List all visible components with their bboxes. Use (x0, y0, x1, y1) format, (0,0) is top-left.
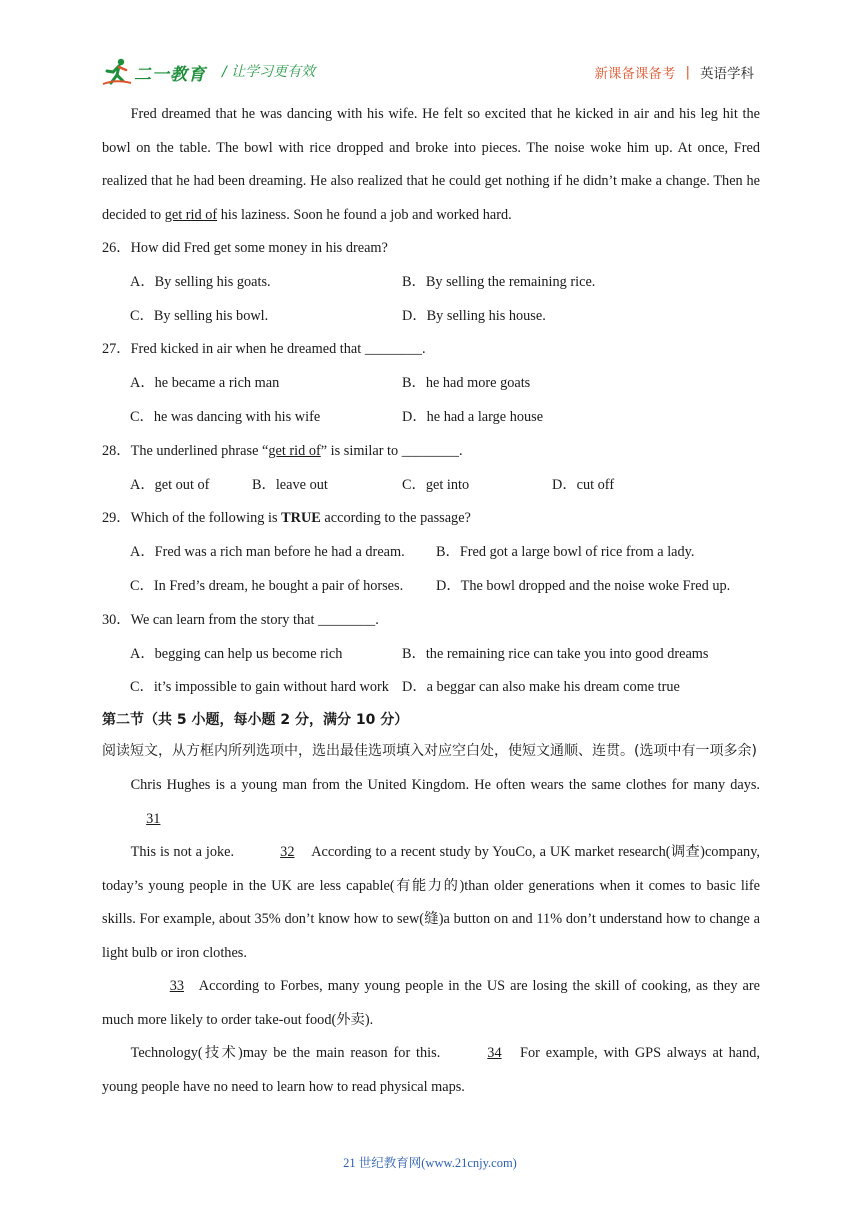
option-b[interactable]: B．Fred got a large bowl of rice from a lady. (436, 544, 695, 561)
option-b[interactable]: B．he had more goats (402, 375, 531, 392)
option-a[interactable]: A．get out of (130, 476, 210, 493)
option-d[interactable]: D．cut off (552, 476, 615, 493)
paragraph-text: This is not a joke. (130, 844, 235, 861)
passage-paragraph (102, 970, 760, 1037)
question-stem: 30．We can learn from the story that ________. (102, 611, 379, 628)
header-course-label: 新课备课备考 (594, 66, 676, 82)
question-stem (102, 502, 760, 536)
option-a[interactable]: A．By selling his goats. (130, 273, 271, 290)
paragraph-text: his laziness. Soon he found a job and worked hard. (217, 206, 512, 223)
option-d[interactable]: D．By selling his house. (402, 307, 546, 324)
paragraph-text: Chris Hughes is a young man from the United Kingdom. He often wears the same clothes for many days. (130, 777, 760, 794)
header-separator: | (685, 64, 690, 80)
runner-logo-icon (102, 57, 132, 87)
page-header (102, 52, 760, 92)
option-row (102, 266, 760, 300)
question-stem (102, 435, 760, 469)
option-a[interactable]: A．Fred was a rich man before he had a dream. (130, 544, 405, 561)
underlined-phrase: get rid of (268, 442, 321, 459)
option-b[interactable]: B．By selling the remaining rice. (402, 273, 596, 290)
option-c[interactable]: C．it’s impossible to gain without hard work (130, 679, 389, 696)
option-d[interactable]: D．The bowl dropped and the noise woke Fred up. (436, 577, 731, 594)
option-c[interactable]: C．he was dancing with his wife (130, 408, 321, 425)
option-row (102, 671, 760, 705)
document-body (102, 98, 760, 1104)
paragraph-text: Technology(技术)may be the main reason for this. (130, 1045, 441, 1062)
stem-text: 29．Which of the following is (102, 510, 282, 527)
blank-31[interactable]: 31 (146, 810, 161, 827)
passage-paragraph (102, 98, 760, 232)
option-c[interactable]: C．get into (402, 476, 470, 493)
option-b[interactable]: B．the remaining rice can take you into good dreams (402, 645, 709, 662)
option-c[interactable]: C．In Fred’s dream, he bought a pair of horses. (130, 577, 404, 594)
passage-paragraph (102, 836, 760, 970)
passage-paragraph (102, 769, 760, 836)
option-b[interactable]: B．leave out (252, 476, 328, 493)
question-stem: 26．How did Fred get some money in his dream? (102, 240, 388, 256)
stem-text: ” is similar to ________. (320, 442, 463, 459)
passage-paragraph (102, 1037, 760, 1104)
section-instructions: 阅读短文，从方框内所列选项中，选出最佳选项填入对应空白处，使短文通顺、连贯。(选项中有一项多余) (102, 743, 757, 760)
logo (102, 56, 206, 88)
option-c[interactable]: C．By selling his bowl. (130, 307, 269, 324)
emphasis-text: TRUE (281, 510, 321, 527)
question-stem: 27．Fred kicked in air when he dreamed that ________. (102, 341, 426, 358)
blank-34[interactable]: 34 (487, 1045, 502, 1062)
option-d[interactable]: D．he had a large house (402, 408, 544, 425)
stem-text: according to the passage? (320, 510, 471, 527)
section-title: 第二节（共 5 小题，每小题 2 分，满分 10 分） (102, 712, 409, 729)
paragraph-text: For example, with GPS always at hand, young people have no need to learn how to read physical maps. (102, 1045, 760, 1095)
paragraph-text: According to a recent study by YouCo, a UK market research(调查)company, today’s young people in the UK are less capable(有能力的)than older generations when it comes to basic life skills. For example, about 35% don’t know how to sew(缝)a button on and 11% don’t understand how to change a light bulb or iron clothes. (102, 844, 760, 961)
option-a[interactable]: A．he became a rich man (130, 375, 280, 392)
paragraph-text: According to Forbes, many young people in the US are losing the skill of cooking, as they are much more likely to order take-out food(外卖). (102, 978, 760, 1028)
blank-33[interactable]: 33 (169, 978, 185, 995)
page-footer[interactable]: 21 世纪教育网(www.21cnjy.com) (343, 1156, 517, 1170)
logo-text: 二一教育 (134, 64, 206, 85)
option-row (102, 300, 760, 334)
header-subject (594, 62, 754, 82)
option-row (102, 638, 760, 672)
blank-32[interactable]: 32 (280, 844, 295, 861)
underlined-phrase: get rid of (164, 206, 218, 223)
option-row (102, 469, 760, 503)
header-subject-label: 英语学科 (700, 66, 754, 82)
option-d[interactable]: D．a beggar can also make his dream come true (402, 679, 680, 696)
option-row (102, 367, 760, 401)
option-a[interactable]: A．begging can help us become rich (130, 645, 343, 662)
paragraph-text: Fred dreamed that he was dancing with his wife. He felt so excited that he kicked in air and his leg hit the bowl on the table. The bowl with rice dropped and broke into pieces. The noise woke him up. At once, Fred realized that he had been dreaming. He also realized that he could get nothing if he didn’t make a change. Then he decided to (102, 106, 760, 223)
option-row (102, 536, 760, 570)
stem-text: 28．The underlined phrase “ (102, 442, 269, 459)
option-row (102, 401, 760, 435)
header-slogan: / 让学习更有效 (222, 64, 316, 80)
option-row (102, 570, 760, 604)
